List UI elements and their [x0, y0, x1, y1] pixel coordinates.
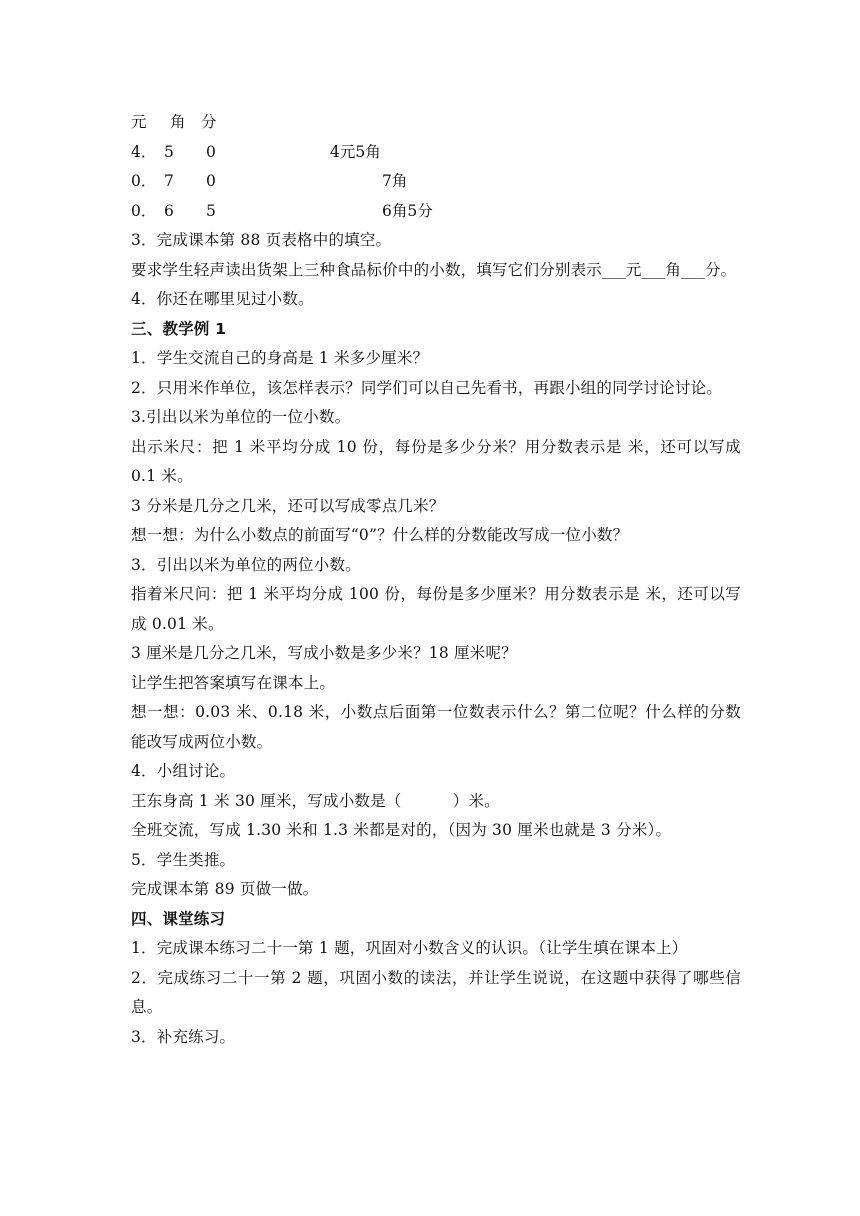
- paragraph: 4．小组讨论。: [131, 762, 236, 780]
- paragraph: 让学生把答案填写在课本上。: [131, 673, 336, 692]
- cell-yuan: 4．: [131, 142, 157, 161]
- money-table-row: [131, 167, 741, 197]
- paragraph: 想一想：0.03 米、0.18 米，小数点后面第一位数表示什么？第二位呢？什么样的分数能改写成两位小数。: [131, 703, 741, 751]
- cell-text: 6角5分: [382, 201, 433, 220]
- cell-jiao: 6: [164, 201, 174, 220]
- cell-text: 4元5角: [330, 142, 381, 161]
- paragraph: 王东身高 1 米 30 厘米，写成小数是（ ）米。: [131, 791, 500, 810]
- header-yuan: 元: [131, 113, 147, 131]
- paragraph: 4．你还在哪里见过小数。: [131, 290, 314, 308]
- paragraph: 5．学生类推。: [131, 850, 236, 869]
- paragraph: 3．完成课本第 88 页表格中的填空。: [131, 231, 392, 249]
- paragraph: 1．完成课本练习二十一第 1 题，巩固对小数含义的认识。（让学生填在课本上）: [131, 939, 688, 957]
- section-heading: 四、课堂练习: [131, 909, 226, 928]
- section-heading: 三、教学例 1: [131, 319, 227, 338]
- paragraph: 要求学生轻声读出货架上三种食品标价中的小数，填写它们分别表示___元___角___分。: [131, 260, 737, 279]
- cell-yuan: 0．: [131, 172, 157, 190]
- header-fen: 分: [201, 113, 217, 131]
- cell-jiao: 5: [164, 142, 174, 161]
- paragraph: 3 厘米是几分之几米，写成小数是多少米？18 厘米呢？: [131, 644, 517, 662]
- paragraph: 2．完成练习二十一第 2 题，巩固小数的读法，并让学生说说，在这题中获得了哪些信息。: [131, 968, 741, 1016]
- paragraph: 3．引出以米为单位的两位小数。: [131, 555, 361, 574]
- paragraph: 全班交流，写成 1.30 米和 1.3 米都是对的，（因为 30 厘米也就是 3 分米）。: [131, 821, 672, 839]
- cell-fen: 5: [206, 201, 216, 220]
- money-table-row: [131, 138, 741, 168]
- cell-yuan: 0．: [131, 201, 157, 220]
- paragraph: 3.引出以米为单位的一位小数。: [131, 408, 351, 426]
- document-body: [131, 108, 741, 1052]
- money-table-header: [131, 108, 741, 138]
- paragraph: 完成课本第 89 页做一做。: [131, 880, 319, 898]
- paragraph: 指着米尺问：把 1 米平均分成 100 份，每份是多少厘米？用分数表示是 米，还可以写成 0.01 米。: [131, 585, 741, 633]
- paragraph: 3 分米是几分之几米，还可以写成零点几米？: [131, 496, 445, 515]
- header-jiao: 角: [170, 113, 186, 131]
- paragraph: 3．补充练习。: [131, 1027, 236, 1046]
- paragraph: 1．学生交流自己的身高是 1 米多少厘米？: [131, 349, 429, 367]
- paragraph: 想一想：为什么小数点的前面写“0”？什么样的分数能改写成一位小数？: [131, 526, 629, 544]
- cell-text: 7角: [382, 172, 408, 190]
- cell-jiao: 7: [164, 172, 174, 190]
- cell-fen: 0: [206, 172, 216, 190]
- money-table-row: [131, 197, 741, 227]
- paragraph: 2．只用米作单位，该怎样表示？同学们可以自己先看书，再跟小组的同学讨论讨论。: [131, 378, 722, 397]
- paragraph: 出示米尺：把 1 米平均分成 10 份，每份是多少分米？用分数表示是 米，还可以写成 0.1 米。: [131, 437, 741, 485]
- cell-fen: 0: [206, 142, 216, 161]
